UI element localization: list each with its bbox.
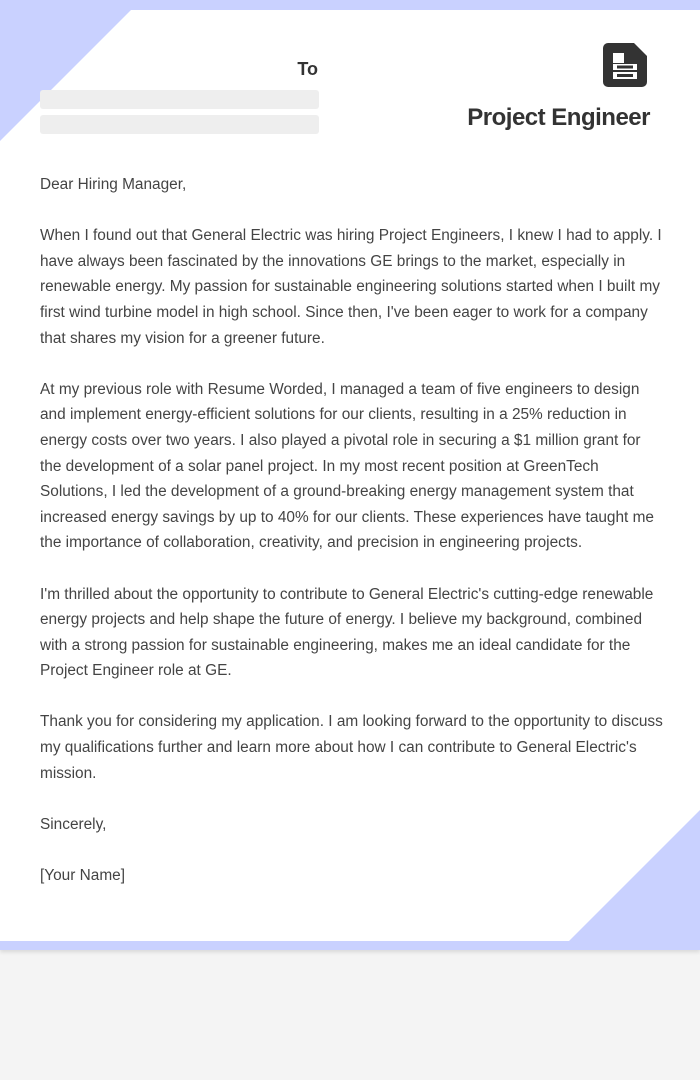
recipient-placeholder-line xyxy=(40,90,319,109)
recipient-label: To xyxy=(297,59,318,79)
body-paragraph: Thank you for considering my application. I am looking forward to the opportunity to discuss my qualifications further and learn more about how I can contribute to General Electric's mission. xyxy=(40,713,663,782)
body-paragraph: When I found out that General Electric was hiring Project Engineers, I knew I had to apply. I have always been fascinated by the innovations GE brings to the market, especially in renewable energy. My passion for sustainable engineering solutions started when I built my first wind turbine model in high school. Since then, I've been eager to work for a company that shares my vision for a greener future. xyxy=(40,227,662,347)
recipient-placeholder-line xyxy=(40,115,319,134)
signature: [Your Name] xyxy=(40,867,125,885)
body-paragraph: I'm thrilled about the opportunity to contribute to General Electric's cutting-edge renewable energy projects and help shape the future of energy. I believe my background, combined with a strong passion for sustainable engineering, makes me an ideal candidate for the Project Engineer role at GE. xyxy=(40,585,654,680)
body-paragraph: At my previous role with Resume Worded, I managed a team of five engineers to design and implement energy-efficient solutions for our clients, resulting in a 25% reduction in energy costs over two years. I also played a pivotal role in securing a $1 million grant for the development of a solar panel project. In my most recent position at GreenTech Solutions, I led the development of a ground-breaking energy management system that increased energy savings by up to 40% for our clients. These experiences have taught me the importance of collaboration, creativity, and precision in engineering projects. xyxy=(40,380,654,552)
closing: Sincerely, xyxy=(40,815,107,833)
job-title: Project Engineer xyxy=(467,104,650,131)
document-icon xyxy=(603,43,647,87)
letter-body xyxy=(40,172,665,889)
greeting: Dear Hiring Manager, xyxy=(40,176,187,193)
letter-paper xyxy=(0,10,700,941)
